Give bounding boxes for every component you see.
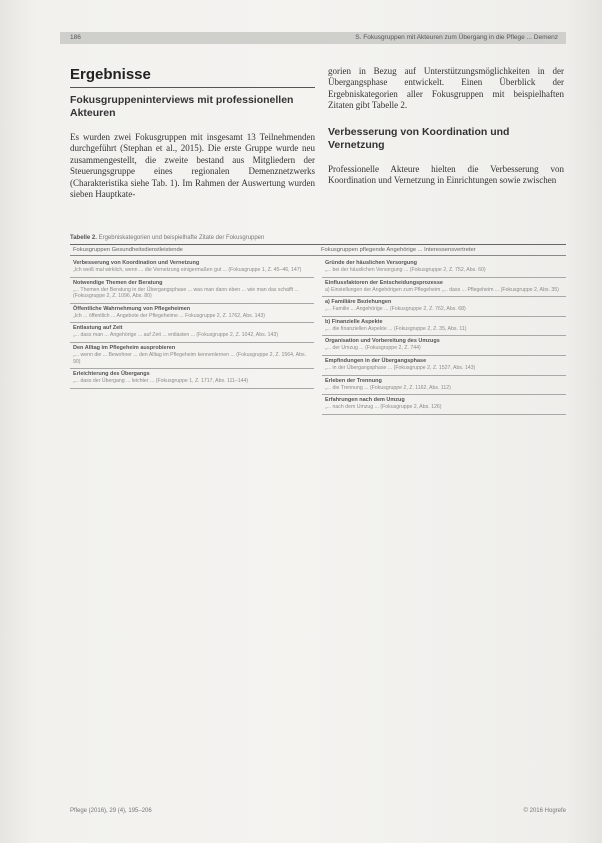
table-row-quote: „... nach dem Umzug ... (Fokusgruppe 2, Abs. 126) — [325, 404, 442, 411]
table-row-quote: „Ich weiß mal wirklich, wenn ... die Vernetzung einigermaßen gut ... (Fokusgruppe 1, Z. 45–46, 147) — [73, 267, 302, 273]
table-row — [322, 297, 566, 317]
table-row-category: Erleben der Trennung — [325, 377, 382, 384]
table-row-category: Erfahrungen nach dem Umzug — [325, 397, 405, 404]
table-header-cell: Fokusgruppen Gesundheitsdienstleistende — [73, 247, 183, 253]
right-column — [328, 66, 564, 186]
table-row — [322, 278, 566, 298]
table-row-quote: „... Familie ... Angehörige ... (Fokusgruppe 2, Z. 762, Abs. 68) — [325, 306, 466, 313]
table-row — [322, 317, 566, 337]
table-row-quote: „... in der Übergangsphase ... (Fokusgruppe 2, Z. 1527, Abs. 143) — [325, 364, 476, 371]
table-row-quote: „... die finanziellen Aspekte ... (Fokusgruppe 2, Z. 35, Abs. 11) — [325, 325, 467, 332]
table-row — [322, 258, 566, 278]
table-column-left — [70, 258, 314, 415]
table-row-quote: „... Themen der Beratung in der Übergangsphase ... was man dann eben ... wie man das schafft ... (Fokusgruppe 2, Z. 1096, Abs. 80) — [73, 286, 299, 300]
body-paragraph: gorien in Bezug auf Unterstützungsmöglichkeiten in der Übergangsphase entwickelt. Einen Überblick der Ergebniskategorien aller Fokusgruppen mit beispielhaften Zitaten gibt Tabelle 2. — [328, 66, 564, 111]
table-row-category: Öffentliche Wahrnehmung von Pflegeheimen — [73, 305, 191, 312]
table-row — [70, 369, 314, 389]
table-row-category: b) Finanzielle Aspekte — [325, 318, 383, 325]
table-row-category: Erleichterung des Übergangs — [73, 371, 150, 378]
page-number: 186 — [70, 34, 81, 41]
table-row-quote: „... die Trennung ... (Fokusgruppe 2, Z. 1162, Abs. 112) — [325, 384, 451, 391]
table-header-cell: Fokusgruppen pflegende Angehörige ... Interessensvertreter — [321, 247, 476, 253]
page-footer — [70, 808, 566, 814]
body-paragraph: Es wurden zwei Fokusgruppen mit insgesamt 13 Teilnehmenden durchgeführt (Stephan et al., 2015). Die erste Gruppe wurde neu zusammengestellt, die zweite bestand aus Mitgliedern der Steuerungsgruppe eines regionalen Demenznetzwerks (Charakteristika siehe Tab. 1). Im Rahmen der Auswertung wurden sieben Hauptkate- — [70, 132, 315, 200]
table-row — [70, 304, 314, 324]
running-title: S. Fokusgruppen mit Akteuren zum Übergang in die Pflege ... Demenz — [355, 34, 558, 41]
table-row-quote: „Ich ... öffentlich ... Angebote der Pflegeheime ... Fokusgruppe 2, Z. 1762, Abs. 143) — [73, 312, 265, 319]
table-row-category: Notwendige Themen der Beratung — [73, 279, 163, 286]
table-row — [322, 356, 566, 376]
table-row-category: Entlastung auf Zeit — [73, 325, 123, 332]
table-row — [70, 323, 314, 343]
table-caption — [70, 235, 566, 245]
table-row-quote: „... wenn die ... Bewohner ... den Alltag im Pflegeheim kennenlernen ... (Fokusgruppe 2, Z. 1564, Abs. 90) — [73, 351, 306, 365]
table-column-right — [322, 258, 566, 415]
subsection-heading: Verbesserung von Koordination und Vernetzung — [328, 125, 510, 151]
table-row-category: Einflussfaktoren der Entscheidungsprozesse — [325, 279, 443, 286]
table-row-quote: „... dass man ... Angehörige ... auf Zeit ... entlasten ... (Fokusgruppe 2, Z. 1042, Abs. 143) — [73, 332, 279, 339]
subsection-heading: Fokusgruppeninterviews mit professionellen Akteuren — [70, 94, 294, 119]
table-row-quote: „... bei der häuslichen Versorgung ... (Fokusgruppe 2, Z. 752, Abs. 60) — [325, 267, 486, 273]
footer-citation: Pflege (2016), 29 (4), 195–206 — [70, 808, 152, 814]
table-row-quote: „... der Umzug ... (Fokusgruppe 2, Z. 744) — [325, 345, 421, 352]
table-caption-text: Ergebniskategorien und beispielhafte Zitate der Fokusgruppen — [98, 235, 265, 241]
section-heading: Ergebnisse — [70, 66, 315, 88]
table-body — [70, 258, 566, 415]
table-header — [70, 245, 566, 256]
table-row — [70, 278, 314, 304]
table-row-category: Empfindungen in der Übergangsphase — [325, 357, 427, 364]
table-row — [322, 376, 566, 396]
table-caption-label: Tabelle 2. — [70, 235, 97, 241]
table-row — [322, 395, 566, 415]
running-header — [60, 32, 566, 44]
table-row — [70, 258, 314, 278]
table-row — [70, 343, 314, 369]
footer-publisher: © 2016 Hogrefe — [523, 808, 566, 814]
table-row-category: Den Alltag im Pflegeheim ausprobieren — [73, 344, 176, 351]
table-row-category: Organisation und Vorbereitung des Umzugs — [325, 338, 440, 345]
table-row-category: Gründe der häuslichen Versorgung — [325, 260, 417, 266]
table-row-quote: „... dass der Übergang ... leichter ... (Fokusgruppe 1, Z. 1717, Abs. 111–144) — [73, 378, 249, 385]
results-table — [70, 235, 566, 415]
left-column — [70, 66, 315, 200]
body-paragraph: Professionelle Akteure hielten die Verbesserung von Koordination und Vernetzung in Einrichtungen sowie zwischen — [328, 163, 564, 186]
table-row-category: Verbesserung von Koordination und Vernetzung — [73, 260, 200, 266]
table-row-quote: a) Einstellungen der Angehörigen zum Pflegeheim „... dass ... Pflegeheim ... (Fokusgruppe 2, Abs. 35) — [325, 286, 559, 293]
table-row — [322, 336, 566, 356]
table-row-category: a) Familiäre Beziehungen — [325, 299, 392, 306]
